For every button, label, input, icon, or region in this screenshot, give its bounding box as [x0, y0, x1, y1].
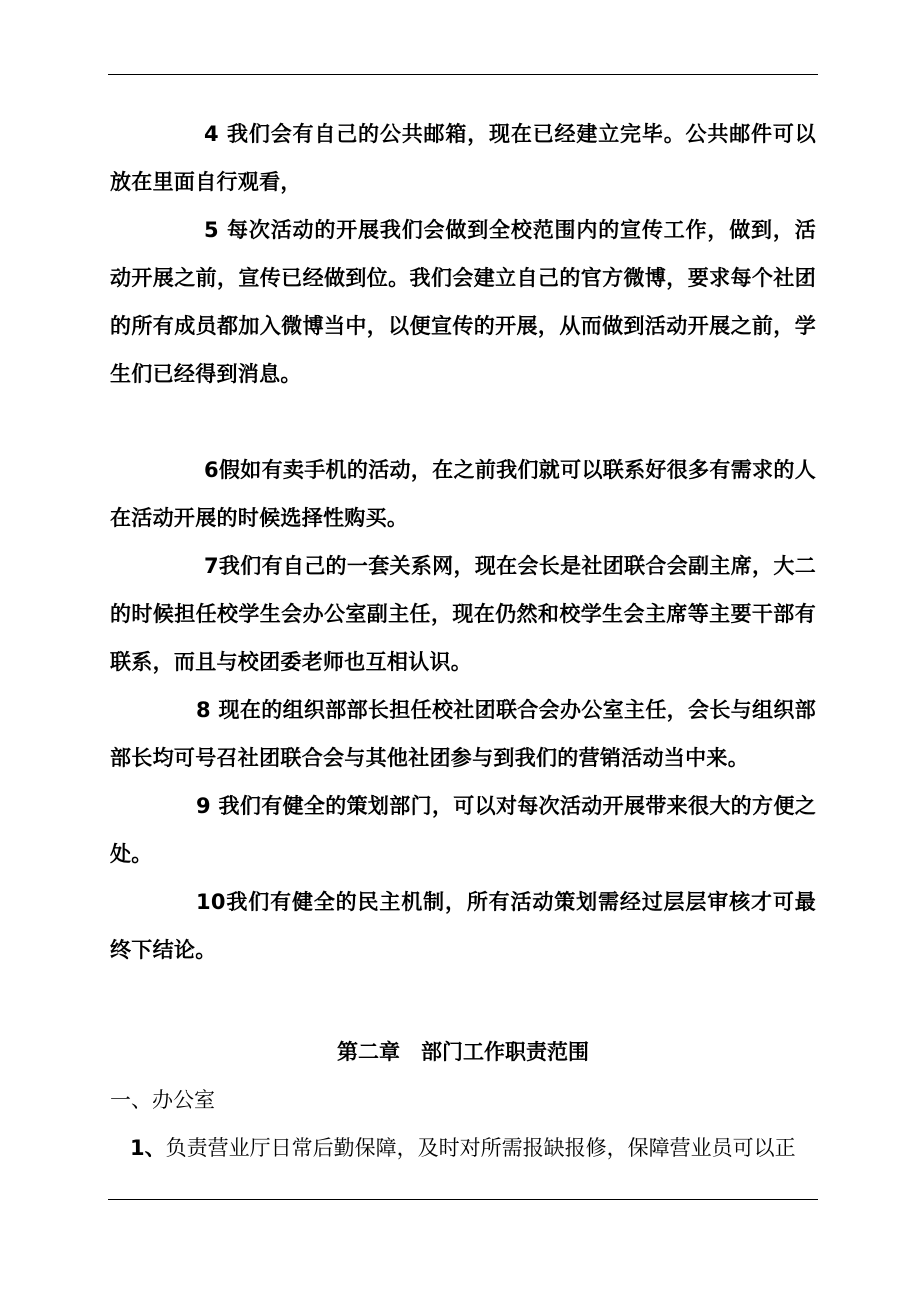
paragraph-7 [110, 542, 816, 686]
list-item [110, 1124, 816, 1172]
paragraph-4-rest: 放在里面自行观看， [110, 170, 302, 194]
paragraph-8-line1: 8 现在的组织部部长担任校社团联合会办公室主任，会长与组织 [196, 698, 795, 722]
paragraph-9-rest: 之处。 [110, 794, 816, 866]
paragraph-8 [110, 686, 816, 782]
paragraph-7-line1: 7我们有自己的一套关系网，现在会长是社团联合会副主席，大 [204, 554, 795, 578]
chapter-title: 第二章 部门工作职责范围 [337, 1040, 589, 1064]
paragraph-6 [110, 446, 816, 542]
paragraph-9-line1: 9 我们有健全的策划部门，可以对每次活动开展带来很大的方便 [196, 794, 795, 818]
paragraph-10-line1: 10我们有健全的民主机制，所有活动策划需经过层层审核才可最 [196, 890, 816, 914]
paragraph-6-line1: 6假如有卖手机的活动，在之前我们就可以联系好很多有需求的 [204, 458, 795, 482]
paragraph-5 [110, 206, 816, 398]
paragraph-9 [110, 782, 816, 878]
paragraph-4-line1: 4 我们会有自己的公共邮箱，现在已经建立完毕。公共邮件可以 [204, 122, 816, 146]
paragraph-4 [110, 110, 816, 206]
list-item-number: 1、 [130, 1136, 166, 1160]
section-title: 一、办公室 [110, 1088, 215, 1112]
paragraph-10-rest: 终下结论。 [110, 938, 217, 962]
footer-rule [108, 1199, 818, 1200]
paragraph-10 [110, 878, 816, 974]
paragraph-7-rest: 二的时候担任校学生会办公室副主任，现在仍然和校学生会主席等主要干部有联系，而且与校团委老师也互相认识。 [110, 554, 816, 674]
paragraph-8-rest: 部部长均可号召社团联合会与其他社团参与到我们的营销活动当中来。 [110, 698, 816, 770]
paragraph-6-rest: 人在活动开展的时候选择性购买。 [110, 458, 816, 530]
paragraph-5-line1: 5 每次活动的开展我们会做到全校范围内的宣传工作，做到，活 [204, 218, 816, 242]
header-rule [108, 74, 818, 75]
list-item-text: 负责营业厅日常后勤保障，及时对所需报缺报修，保障营业员可以正 [165, 1136, 796, 1160]
paragraph-5-rest: 动开展之前，宣传已经做到位。我们会建立自己的官方微博，要求每个社团的所有成员都加入微博当中，以便宣传的开展，从而做到活动开展之前，学生们已经得到消息。 [110, 266, 816, 386]
